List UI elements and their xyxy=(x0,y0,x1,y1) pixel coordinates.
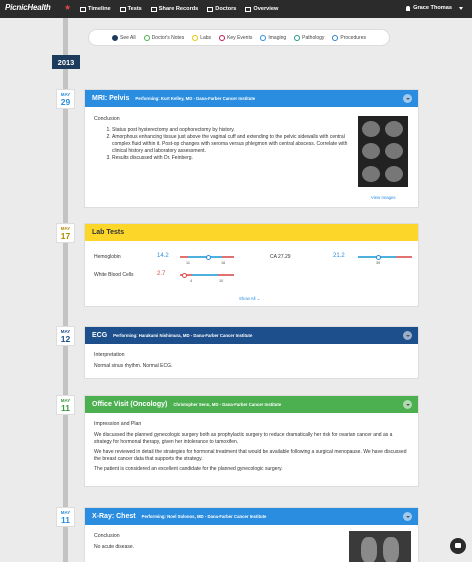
event-card-header xyxy=(85,224,418,241)
paragraph: We discussed the planned gynecologic surgery both as prophylactic surgery to reduce dramatically her risk for ovarian cancer and as a strategy for hormonal therapy, given her intolerance to tamoxifen. xyxy=(94,432,393,445)
nav-tests-label: Tests xyxy=(127,6,142,12)
nav-overview-label: Overview xyxy=(253,6,279,12)
lab-name: CA 27.29 xyxy=(270,254,291,260)
range-low: 11 xyxy=(186,261,190,265)
event-body xyxy=(85,413,418,481)
event-title: X-Ray: Chest xyxy=(92,513,136,520)
range-high: 10 xyxy=(219,279,224,283)
event-day: 11 xyxy=(61,515,70,525)
chat-button[interactable] xyxy=(450,538,466,554)
range-low: 4 xyxy=(190,279,193,283)
overview-icon xyxy=(245,7,251,12)
section-text: No acute disease. xyxy=(94,544,135,550)
event-card-header xyxy=(85,327,418,344)
expand-icon[interactable] xyxy=(403,331,412,340)
lab-value-marker xyxy=(376,255,381,260)
event-title: Office Visit (Oncology) xyxy=(92,401,168,408)
nav-overview[interactable] xyxy=(245,0,278,18)
filter-doctors-notes[interactable] xyxy=(144,35,185,41)
event-card-header xyxy=(85,396,418,413)
lab-range-bar xyxy=(180,274,234,276)
show-all-label: Show All xyxy=(239,296,256,301)
mri-image-thumbnail[interactable] xyxy=(358,116,408,187)
filter-labs[interactable] xyxy=(192,35,211,41)
event-month: MAY xyxy=(60,329,71,334)
nav-share-label: Share Records xyxy=(158,6,199,12)
star-icon: ★ xyxy=(64,3,72,12)
radio-dot-icon xyxy=(260,35,266,41)
radio-dot-icon xyxy=(192,35,198,41)
paragraph: We have reviewed in detail the strategies for hormonal treatment that would be available following a surgical menopause. We have discussed the breast cancer data that supports the strategy. xyxy=(94,449,407,462)
user-name: Grace Thomas xyxy=(413,5,452,11)
doctor-icon xyxy=(207,7,213,12)
lab-value-marker xyxy=(206,255,211,260)
event-date xyxy=(56,89,75,109)
nav-tests[interactable] xyxy=(120,0,142,18)
section-heading: Conclusion xyxy=(94,533,120,539)
filter-imaging[interactable] xyxy=(260,35,286,41)
expand-icon[interactable] xyxy=(403,94,412,103)
radio-dot-icon xyxy=(144,35,150,41)
lab-value: 14.2 xyxy=(157,253,169,259)
event-performer: Christopher Senn, MD - Dana-Farber Cancer Institute xyxy=(173,402,282,407)
nav-timeline-label: Timeline xyxy=(88,6,111,12)
section-text: Normal sinus rhythm. Normal ECG. xyxy=(94,363,173,369)
range-high: 39 xyxy=(376,261,381,265)
event-card-xray[interactable] xyxy=(84,507,419,562)
event-date xyxy=(56,223,75,243)
paragraph: The patient is considered an excellent candidate for the planned gynecologic surgery. xyxy=(94,466,283,472)
finding-item: 2. Amorphous enhancing tissue just above the vaginal cuff and extending to the pelvic sidewalls with central complex fluid within it. Post-op changes with seroma versus phlegmon with central abscess. Correlate with clinical history and laboratory assessment. xyxy=(112,134,349,155)
radio-dot-icon xyxy=(294,35,300,41)
user-menu[interactable] xyxy=(406,5,452,11)
event-title: Lab Tests xyxy=(92,229,125,236)
filter-label: See All xyxy=(120,34,136,41)
lab-name: Hemoglobin xyxy=(94,254,121,260)
filter-procedures[interactable] xyxy=(332,35,366,41)
event-date xyxy=(56,507,75,527)
view-images-link[interactable]: View Images xyxy=(371,195,396,200)
event-month: MAY xyxy=(60,226,71,231)
event-month: MAY xyxy=(60,398,71,403)
filter-label: Key Events xyxy=(227,34,253,41)
filter-pathology[interactable] xyxy=(294,35,324,41)
event-day: 12 xyxy=(60,334,71,344)
tests-icon xyxy=(120,7,126,12)
timeline-icon xyxy=(80,7,86,12)
lab-value: 21.2 xyxy=(333,253,345,259)
finding-item: 3. Results discussed with Dr. Feinberg. xyxy=(112,155,349,162)
section-heading: Interpretation xyxy=(94,352,125,358)
findings-list xyxy=(94,127,349,162)
event-performer: Performing: Harakumi Nishimura, MD - Dana-Farber Cancer Institute xyxy=(113,333,253,338)
section-heading: Impression and Plan xyxy=(94,421,142,427)
brand-logo[interactable]: PicnicHealth xyxy=(5,3,51,12)
filter-label: Labs xyxy=(200,34,212,41)
event-card-ecg[interactable] xyxy=(84,326,419,379)
event-date xyxy=(56,326,75,346)
nav-share-records[interactable] xyxy=(151,0,198,18)
top-navbar xyxy=(0,0,472,18)
lab-range-bar xyxy=(180,256,234,258)
expand-icon[interactable] xyxy=(403,400,412,409)
event-performer: Performing: Noel Solonos, MD - Dana-Farber Cancer Institute xyxy=(141,514,267,519)
year-marker: 2013 xyxy=(52,55,80,69)
lab-name: White Blood Cells xyxy=(94,272,134,278)
filter-label: Imaging xyxy=(268,34,287,41)
nav-timeline[interactable] xyxy=(80,0,111,18)
event-card-header xyxy=(85,90,418,107)
filter-label: Pathology xyxy=(302,34,325,41)
range-high: 16 xyxy=(221,261,226,265)
lab-range-bar xyxy=(358,256,412,258)
event-day: 17 xyxy=(60,231,71,241)
event-date xyxy=(56,395,75,415)
event-card-office-visit[interactable] xyxy=(84,395,419,487)
finding-item: 1. Status post hysterectomy and oophorectomy by history. xyxy=(112,127,349,134)
filter-label: Procedures xyxy=(340,34,366,41)
radio-dot-icon xyxy=(219,35,225,41)
chevron-down-icon[interactable] xyxy=(459,7,463,10)
show-all-link[interactable]: Show All ⌄ xyxy=(239,296,261,301)
event-title: MRI: Pelvis xyxy=(92,95,130,102)
event-body xyxy=(94,116,349,162)
filter-key-events[interactable] xyxy=(219,35,252,41)
filter-see-all[interactable] xyxy=(112,35,136,41)
section-heading: Conclusion xyxy=(94,116,120,122)
event-day: 29 xyxy=(60,97,71,107)
event-performer: Performing: Kurt Kelley, MD - Dana-Farber Cancer Institute xyxy=(135,96,256,101)
event-day: 11 xyxy=(61,403,70,413)
event-card-labs[interactable] xyxy=(84,223,419,307)
radio-dot-icon xyxy=(332,35,338,41)
event-body xyxy=(85,344,418,378)
filter-label: Doctor's Notes xyxy=(151,34,185,41)
user-icon xyxy=(406,6,410,11)
event-month: MAY xyxy=(60,92,71,97)
nav-doctors-label: Doctors xyxy=(215,6,237,12)
main-nav xyxy=(80,0,287,18)
category-filter-bar xyxy=(88,29,390,46)
lab-value: 2.7 xyxy=(157,271,166,277)
expand-icon[interactable] xyxy=(403,512,412,521)
share-icon xyxy=(151,7,157,12)
event-title: ECG xyxy=(92,332,108,339)
xray-image-thumbnail[interactable] xyxy=(349,531,411,562)
event-month: MAY xyxy=(60,510,71,515)
radio-dot-icon xyxy=(112,35,118,41)
event-card-header xyxy=(85,508,418,525)
nav-doctors[interactable] xyxy=(207,0,236,18)
lab-value-marker xyxy=(182,273,187,278)
event-card-mri[interactable] xyxy=(84,89,419,208)
